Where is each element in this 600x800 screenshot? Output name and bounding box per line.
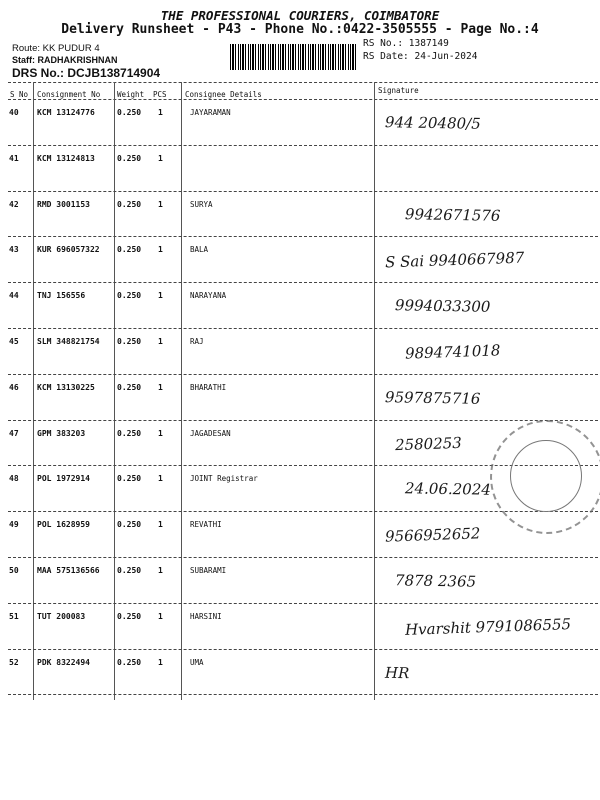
row-pcs: 1 bbox=[158, 108, 163, 117]
row-consignee: SUBARAMI bbox=[190, 566, 227, 575]
row-signature: 24.06.2024 bbox=[404, 479, 492, 500]
col-sno: S No bbox=[10, 90, 29, 99]
row-pcs: 1 bbox=[158, 153, 163, 163]
rs-no-value: 1387149 bbox=[408, 38, 449, 49]
drs-label: DRS No.: bbox=[12, 66, 64, 80]
row-sno: 52 bbox=[9, 657, 19, 667]
route-line bbox=[12, 43, 100, 54]
col-signature: Signature bbox=[378, 86, 419, 95]
row-weight: 0.250 bbox=[117, 428, 142, 438]
col-divider bbox=[374, 82, 375, 700]
row-weight: 0.250 bbox=[117, 566, 142, 575]
route-label: Route: bbox=[12, 43, 40, 54]
row-weight: 0.250 bbox=[117, 337, 142, 346]
row-consignment: PDK 8322494 bbox=[37, 657, 90, 667]
row-separator bbox=[8, 603, 598, 604]
row-pcs: 1 bbox=[158, 520, 163, 530]
row-pcs: 1 bbox=[158, 657, 163, 667]
row-consignee: SURYA bbox=[190, 199, 213, 209]
row-weight: 0.250 bbox=[117, 153, 142, 163]
row-consignment: KCM 13124776 bbox=[37, 108, 95, 117]
header-bottom-rule bbox=[8, 99, 598, 100]
row-weight: 0.250 bbox=[117, 611, 142, 621]
row-weight: 0.250 bbox=[117, 291, 142, 301]
row-sno: 45 bbox=[9, 337, 19, 346]
col-consignment: Consignment No bbox=[37, 90, 101, 99]
row-consignment: POL 1628959 bbox=[37, 520, 90, 530]
row-sno: 43 bbox=[9, 245, 19, 255]
row-consignment: SLM 348821754 bbox=[37, 337, 100, 346]
row-pcs: 1 bbox=[158, 199, 163, 209]
row-separator bbox=[8, 694, 598, 695]
col-divider bbox=[33, 82, 34, 700]
row-consignee: BHARATHI bbox=[190, 382, 227, 392]
row-consignment: POL 1972914 bbox=[37, 474, 90, 484]
row-signature: 9942671576 bbox=[404, 204, 501, 225]
row-separator bbox=[8, 649, 598, 650]
row-consignment: TNJ 156556 bbox=[37, 291, 86, 301]
row-pcs: 1 bbox=[158, 291, 163, 301]
rs-date-value: 24-Jun-2024 bbox=[414, 51, 478, 62]
runsheet-title: Delivery Runsheet - P43 - Phone No.:0422-3505555 - Page No.:4 bbox=[61, 22, 539, 37]
row-consignee: JAYARAMAN bbox=[190, 108, 231, 117]
row-weight: 0.250 bbox=[117, 657, 142, 667]
staff-value: RADHAKRISHNAN bbox=[37, 55, 118, 65]
header-top-rule bbox=[8, 82, 598, 83]
row-signature: S Sai 9940667987 bbox=[384, 248, 525, 272]
row-consignee: UMA bbox=[190, 657, 204, 667]
rs-date-label: RS Date: bbox=[363, 51, 409, 62]
row-weight: 0.250 bbox=[117, 245, 142, 255]
row-pcs: 1 bbox=[158, 611, 163, 621]
row-separator bbox=[8, 236, 598, 237]
row-signature: Hvarshit 9791086555 bbox=[404, 614, 572, 639]
row-consignee: JOINT Registrar bbox=[190, 474, 258, 484]
row-separator bbox=[8, 328, 598, 329]
row-consignment: KCM 13124813 bbox=[37, 153, 95, 163]
row-pcs: 1 bbox=[158, 245, 163, 255]
row-weight: 0.250 bbox=[117, 520, 142, 530]
row-separator bbox=[8, 557, 598, 558]
row-consignment: KCM 13130225 bbox=[37, 382, 95, 392]
row-weight: 0.250 bbox=[117, 382, 142, 392]
row-consignment: GPM 383203 bbox=[37, 428, 86, 438]
row-consignee: REVATHI bbox=[190, 520, 222, 530]
row-separator bbox=[8, 191, 598, 192]
row-separator bbox=[8, 282, 598, 283]
row-pcs: 1 bbox=[158, 382, 163, 392]
col-consignee: Consignee Details bbox=[185, 90, 262, 99]
row-sno: 48 bbox=[9, 474, 19, 484]
row-signature: 9597875716 bbox=[384, 387, 481, 408]
company-title: THE PROFESSIONAL COURIERS, COIMBATORE bbox=[160, 8, 440, 23]
row-consignee: NARAYANA bbox=[190, 291, 227, 301]
row-pcs: 1 bbox=[158, 566, 163, 575]
row-weight: 0.250 bbox=[117, 108, 142, 117]
col-pcs: PCS bbox=[153, 90, 167, 99]
route-value: KK PUDUR 4 bbox=[42, 43, 100, 54]
row-sno: 47 bbox=[9, 428, 19, 438]
row-consignee: JAGADESAN bbox=[190, 428, 231, 438]
row-separator bbox=[8, 145, 598, 146]
drs-value: DCJB138714904 bbox=[67, 66, 161, 80]
row-consignee: BALA bbox=[190, 245, 209, 255]
staff-line bbox=[12, 55, 118, 65]
row-signature: 9994033300 bbox=[394, 296, 491, 317]
row-pcs: 1 bbox=[158, 428, 163, 438]
row-consignment: MAA 575136566 bbox=[37, 566, 100, 575]
row-pcs: 1 bbox=[158, 337, 163, 346]
row-signature: 7878 2365 bbox=[394, 571, 477, 591]
row-consignment: RMD 3001153 bbox=[37, 199, 90, 209]
row-separator bbox=[8, 420, 598, 421]
drs-line bbox=[12, 66, 160, 80]
row-signature: 9566952652 bbox=[384, 524, 481, 546]
col-divider bbox=[114, 82, 115, 700]
row-sno: 49 bbox=[9, 520, 19, 530]
row-consignee: HARSINI bbox=[190, 611, 222, 621]
rs-no-label: RS No.: bbox=[363, 38, 404, 49]
rs-no-line bbox=[363, 38, 449, 49]
row-sno: 50 bbox=[9, 566, 19, 575]
row-sno: 44 bbox=[9, 291, 19, 301]
row-weight: 0.250 bbox=[117, 199, 142, 209]
barcode bbox=[230, 44, 358, 70]
row-separator bbox=[8, 374, 598, 375]
row-sno: 40 bbox=[9, 108, 19, 117]
row-sno: 41 bbox=[9, 153, 19, 163]
row-consignment: TUT 200083 bbox=[37, 611, 86, 621]
row-signature: 2580253 bbox=[394, 433, 463, 454]
row-signature: HR bbox=[384, 663, 410, 682]
row-consignee: RAJ bbox=[190, 337, 204, 346]
staff-label: Staff: bbox=[12, 55, 35, 65]
row-sno: 42 bbox=[9, 199, 19, 209]
rs-date-line bbox=[363, 51, 477, 62]
row-sno: 46 bbox=[9, 382, 19, 392]
official-stamp-inner bbox=[510, 440, 582, 512]
row-consignment: KUR 696057322 bbox=[37, 245, 100, 255]
row-sno: 51 bbox=[9, 611, 19, 621]
row-signature: 9894741018 bbox=[404, 341, 501, 363]
row-pcs: 1 bbox=[158, 474, 163, 484]
col-weight: Weight bbox=[117, 90, 145, 99]
col-divider bbox=[181, 82, 182, 700]
row-weight: 0.250 bbox=[117, 474, 142, 484]
row-signature: 944 20480/5 bbox=[384, 113, 481, 133]
